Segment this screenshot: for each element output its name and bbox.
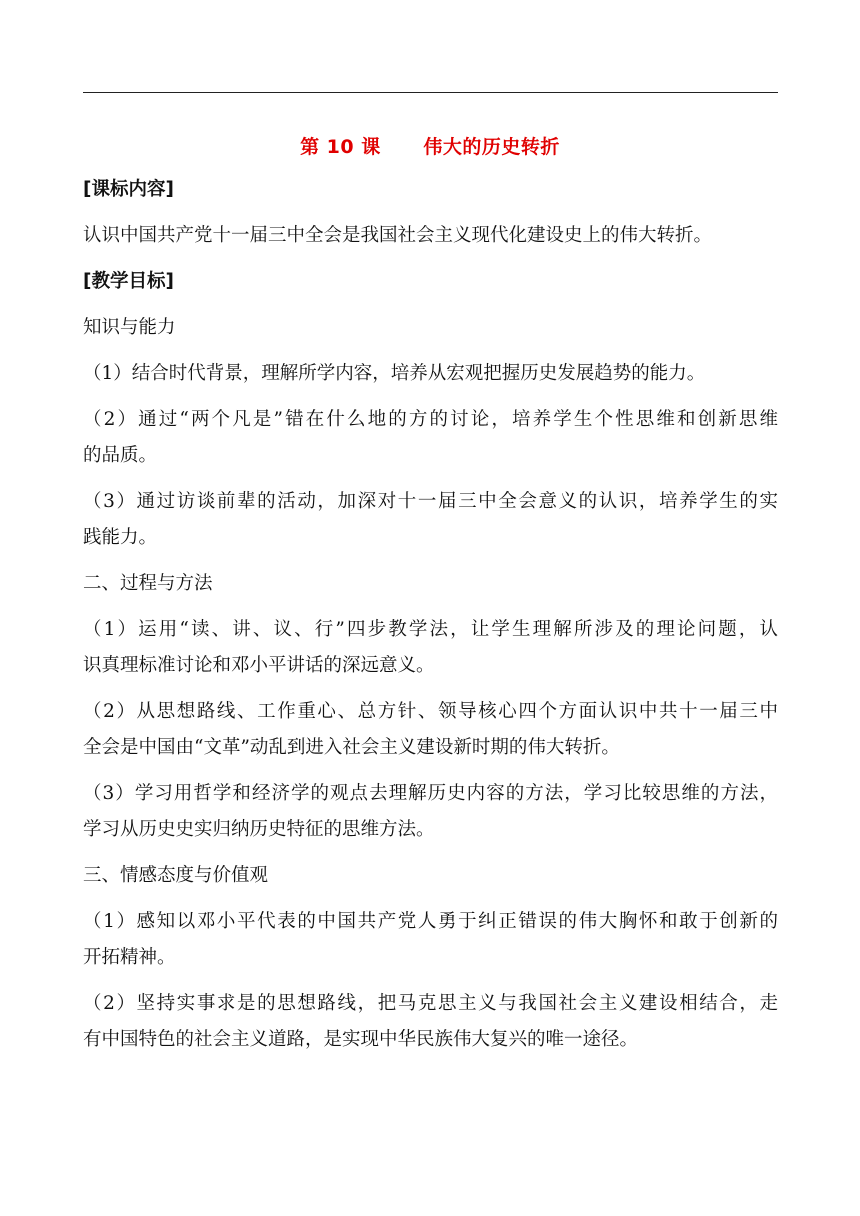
paragraph-line: 认识中国共产党十一届三中全会是我国社会主义现代化建设史上的伟大转折。 [83, 225, 713, 246]
paragraph-line: 的品质。 [83, 445, 158, 466]
paragraph-line: 践能力。 [83, 527, 158, 548]
paragraph-line: （2）坚持实事求是的思想路线，把马克思主义与我国社会主义建设相结合，走 [83, 993, 778, 1014]
paragraph-line: 全会是中国由“文革”动乱到进入社会主义建设新时期的伟大转折。 [83, 737, 620, 758]
paragraph-line: （1）感知以邓小平代表的中国共产党人勇于纠正错误的伟大胸怀和敢于创新的 [83, 911, 778, 932]
paragraph-gap [83, 602, 778, 612]
paragraph-line: （1）运用“读、讲、议、行”四步教学法，让学生理解所涉及的理论问题，认 [83, 619, 778, 640]
paragraph-line: （2）从思想路线、工作重心、总方针、领导核心四个方面认识中共十一届三中 [83, 701, 778, 722]
paragraph-gap [83, 300, 778, 310]
paragraph-line: 知识与能力 [83, 317, 176, 338]
paragraph-line: 三、情感态度与价值观 [83, 865, 269, 886]
paragraph-gap [83, 474, 778, 484]
paragraph-line: （1）结合时代背景，理解所学内容，培养从宏观把握历史发展趋势的能力。 [83, 363, 706, 384]
paragraph-gap [83, 976, 778, 986]
paragraph-gap [83, 392, 778, 402]
paragraph-line: 开拓精神。 [83, 947, 176, 968]
paragraph-gap [83, 766, 778, 776]
header-rule [83, 92, 778, 93]
paragraph-gap [83, 208, 778, 218]
paragraph-line: 识真理标准讨论和邓小平讲话的深远意义。 [83, 655, 435, 676]
paragraph-line: 二、过程与方法 [83, 573, 213, 594]
section-heading: [教学目标] [83, 271, 174, 292]
document-body [83, 172, 778, 1058]
paragraph-line: 有中国特色的社会主义道路，是实现中华民族伟大复兴的唯一途径。 [83, 1029, 639, 1050]
paragraph-gap [83, 556, 778, 566]
paragraph-line: （3）通过访谈前辈的活动，加深对十一届三中全会意义的认识，培养学生的实 [83, 491, 778, 512]
paragraph-line: （2）通过“两个凡是”错在什么地的方的讨论，培养学生个性思维和创新思维 [83, 409, 778, 430]
paragraph-gap [83, 894, 778, 904]
paragraph-gap [83, 254, 778, 264]
lesson-title: 第 10 课 伟大的历史转折 [300, 136, 560, 158]
section-heading: [课标内容] [83, 179, 174, 200]
paragraph-gap [83, 346, 778, 356]
paragraph-gap [83, 684, 778, 694]
paragraph-line: 学习从历史史实归纳历史特征的思维方法。 [83, 819, 435, 840]
paragraph-line: （3）学习用哲学和经济学的观点去理解历史内容的方法，学习比较思维的方法， [83, 783, 778, 804]
paragraph-gap [83, 848, 778, 858]
